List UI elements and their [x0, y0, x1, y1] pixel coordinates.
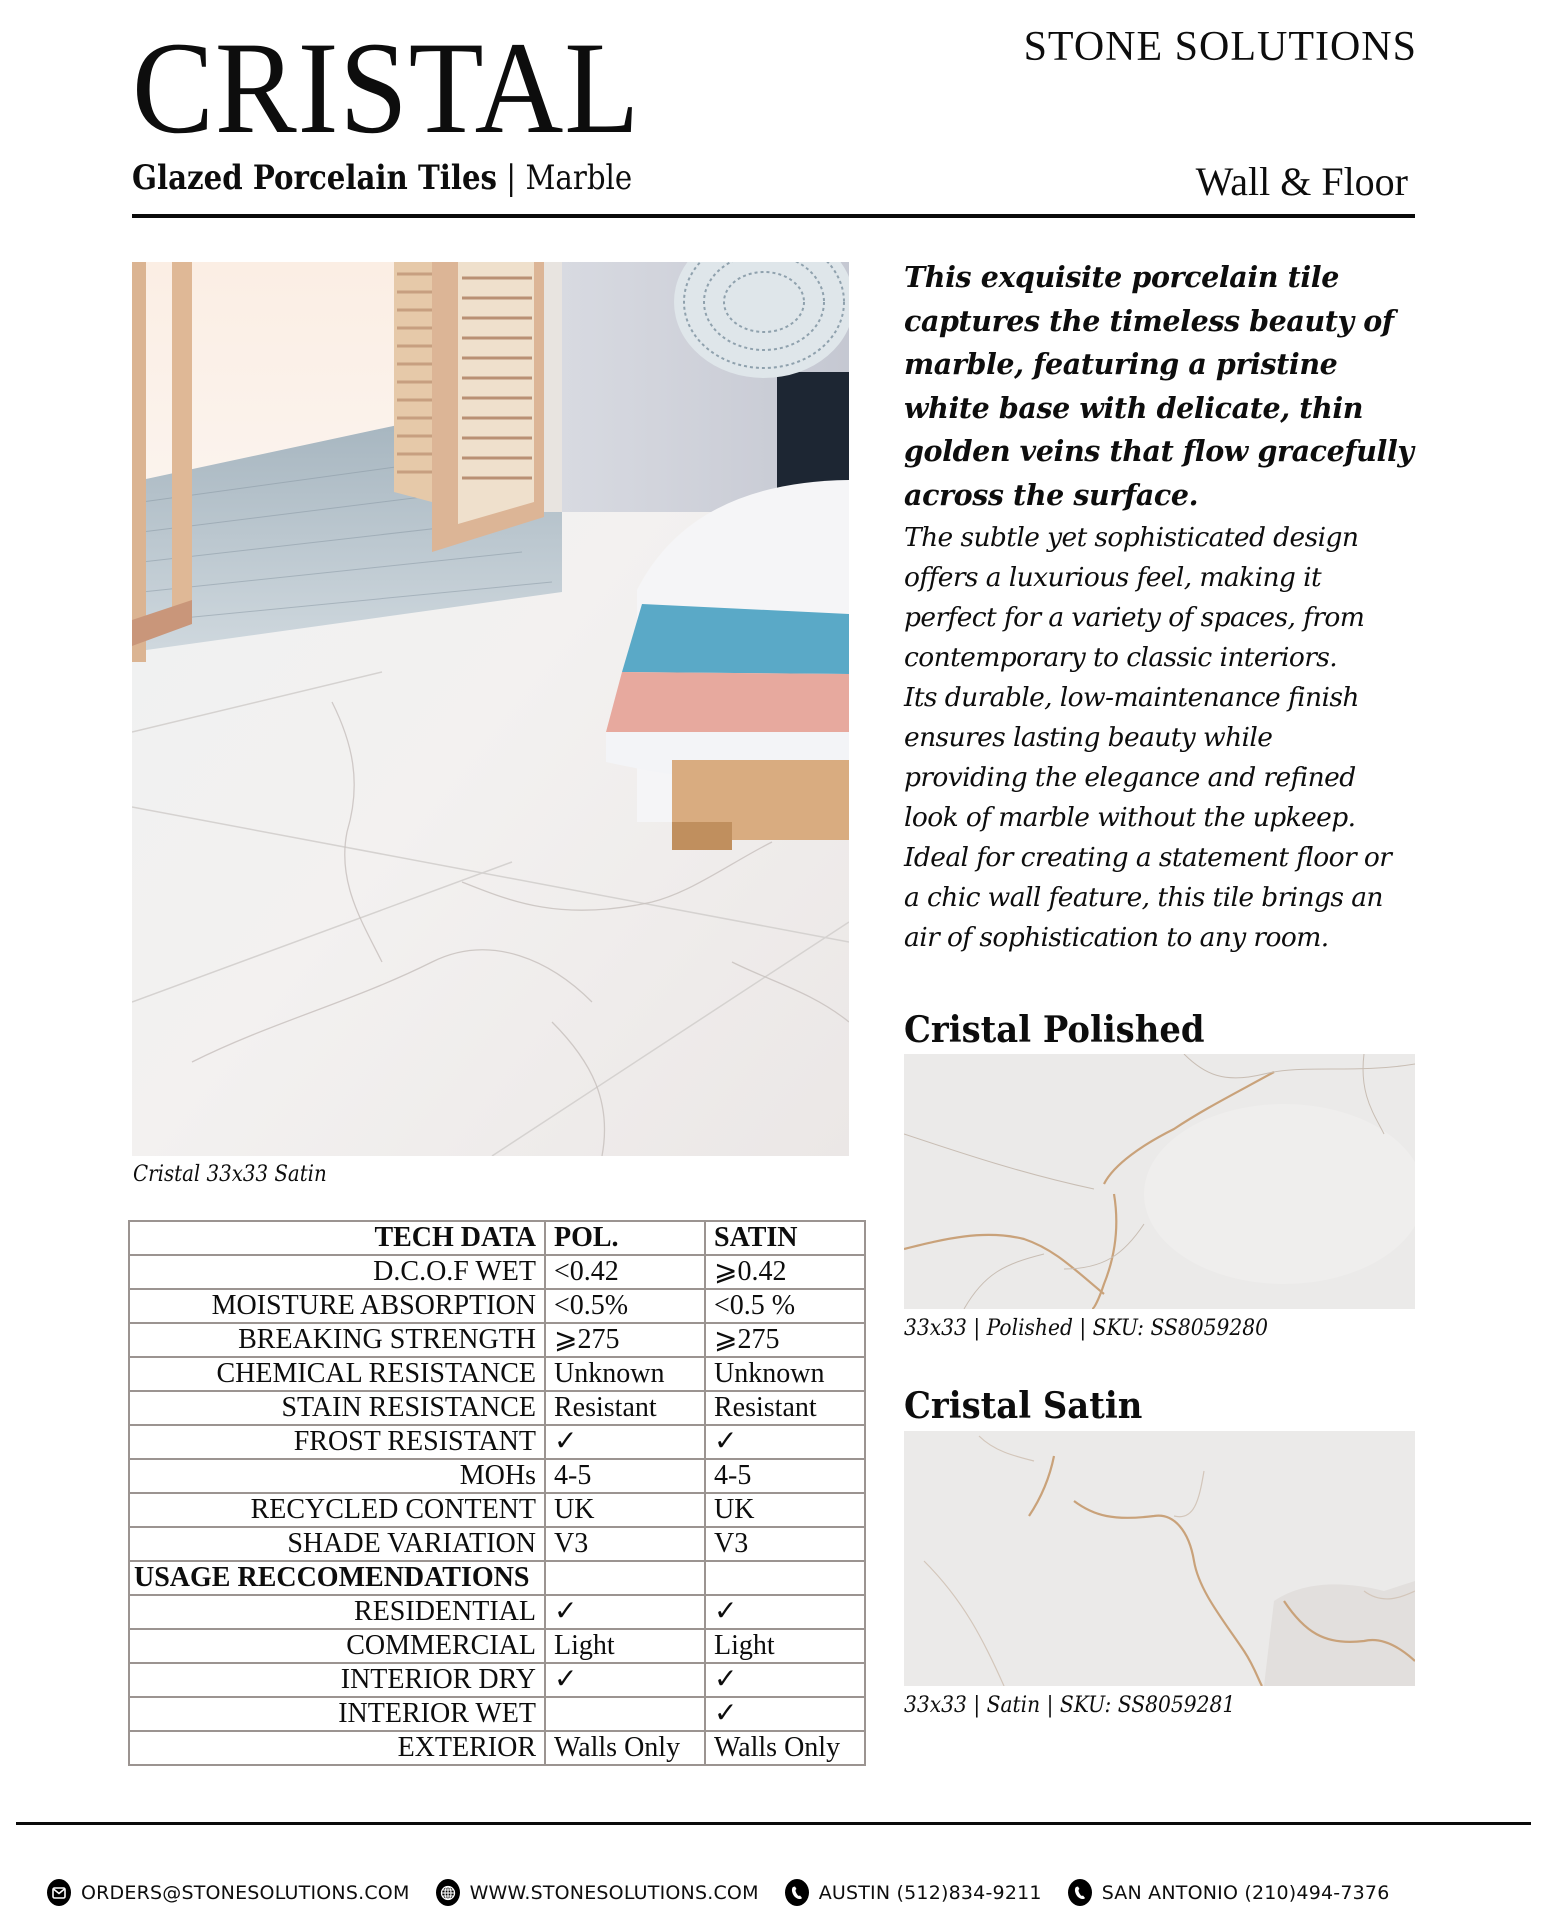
check-icon: ✓	[705, 1595, 865, 1629]
globe-icon	[436, 1879, 460, 1906]
spec-value-satin: Unknown	[705, 1357, 865, 1391]
footer-phone-austin[interactable]	[785, 1879, 1042, 1906]
spec-value-polished: UK	[545, 1493, 705, 1527]
spec-label: STAIN RESISTANCE	[129, 1391, 545, 1425]
usage-value-polished: Light	[545, 1629, 705, 1663]
variant-caption-satin: 33x33 | Satin | SKU: SS8059281	[904, 1693, 1236, 1718]
usage-label: COMMERCIAL	[129, 1629, 545, 1663]
description-line: perfect for a variety of spaces, from	[904, 601, 1365, 633]
spec-value-satin: 4-5	[705, 1459, 865, 1493]
table-row	[129, 1425, 865, 1459]
subtitle-separator: |	[497, 158, 526, 198]
spec-label: D.C.O.F WET	[129, 1255, 545, 1289]
footer-email[interactable]	[47, 1879, 410, 1906]
spec-label: RECYCLED CONTENT	[129, 1493, 545, 1527]
product-look: Marble	[525, 158, 633, 198]
phone-icon	[785, 1879, 809, 1906]
tech-data-table	[128, 1220, 866, 1766]
spec-label: CHEMICAL RESISTANCE	[129, 1357, 545, 1391]
spec-label: BREAKING STRENGTH	[129, 1323, 545, 1357]
spec-value-satin: ⩾0.42	[705, 1255, 865, 1289]
company-name: STONE SOLUTIONS	[1023, 24, 1417, 70]
description-line: Its durable, low-maintenance finish	[904, 681, 1359, 713]
check-icon: ✓	[545, 1595, 705, 1629]
spec-value-satin: Resistant	[705, 1391, 865, 1425]
check-icon: ✓	[705, 1425, 865, 1459]
spec-value-polished: <0.42	[545, 1255, 705, 1289]
spec-label: FROST RESISTANT	[129, 1425, 545, 1459]
product-type: Glazed Porcelain Tiles	[132, 158, 498, 198]
table-row	[129, 1697, 865, 1731]
table-row	[129, 1289, 865, 1323]
spec-value-satin: <0.5 %	[705, 1289, 865, 1323]
description-line: look of marble without the upkeep.	[904, 801, 1356, 833]
description-line: offers a luxurious feel, making it	[904, 561, 1322, 593]
variant-title-polished: Cristal Polished	[904, 1009, 1205, 1051]
spec-value-polished: Unknown	[545, 1357, 705, 1391]
table-row	[129, 1493, 865, 1527]
description-body	[904, 518, 1424, 958]
table-row	[129, 1357, 865, 1391]
description-line: providing the elegance and refined	[904, 761, 1356, 793]
usage-label: INTERIOR WET	[129, 1697, 545, 1731]
san-antonio-phone[interactable]: SAN ANTONIO (210)494-7376	[1101, 1881, 1390, 1904]
spec-value-polished: 4-5	[545, 1459, 705, 1493]
description-line: The subtle yet sophisticated design	[904, 521, 1359, 553]
check-icon: ✓	[705, 1663, 865, 1697]
description-line: Ideal for creating a statement floor or	[904, 841, 1392, 873]
product-title: CRISTAL	[132, 14, 641, 161]
spec-value-polished: ⩾275	[545, 1323, 705, 1357]
product-description	[904, 256, 1424, 958]
table-row	[129, 1731, 865, 1765]
table-row	[129, 1663, 865, 1697]
spec-value-satin: ⩾275	[705, 1323, 865, 1357]
description-line: contemporary to classic interiors.	[904, 641, 1338, 673]
footer-phone-san-antonio[interactable]	[1068, 1879, 1390, 1906]
hero-caption: Cristal 33x33 Satin	[133, 1162, 327, 1187]
austin-phone[interactable]: AUSTIN (512)834-9211	[818, 1881, 1042, 1904]
empty-cell	[705, 1561, 865, 1595]
product-subtitle	[132, 160, 632, 197]
header-divider	[132, 214, 1415, 218]
usage-label: EXTERIOR	[129, 1731, 545, 1765]
table-row	[129, 1629, 865, 1663]
table-row	[129, 1595, 865, 1629]
website-link[interactable]: WWW.STONESOLUTIONS.COM	[469, 1881, 759, 1904]
table-row	[129, 1527, 865, 1561]
spec-label: SHADE VARIATION	[129, 1527, 545, 1561]
spec-label: MOISTURE ABSORPTION	[129, 1289, 545, 1323]
spec-value-satin: V3	[705, 1527, 865, 1561]
usage-label: RESIDENTIAL	[129, 1595, 545, 1629]
header-satin: SATIN	[705, 1221, 865, 1255]
description-line: a chic wall feature, this tile brings an	[904, 881, 1383, 913]
room-scene-photo	[132, 262, 849, 1156]
table-row	[129, 1323, 865, 1357]
spec-value-polished: <0.5%	[545, 1289, 705, 1323]
mail-icon	[47, 1879, 71, 1906]
usage-value-polished: Walls Only	[545, 1731, 705, 1765]
footer-website[interactable]	[436, 1879, 759, 1906]
header-tech-data: TECH DATA	[129, 1221, 545, 1255]
spec-value-polished: V3	[545, 1527, 705, 1561]
description-line: ensures lasting beauty while	[904, 721, 1273, 753]
usage-label: INTERIOR DRY	[129, 1663, 545, 1697]
table-row	[129, 1391, 865, 1425]
table-header-row	[129, 1221, 865, 1255]
usage-value-satin: Walls Only	[705, 1731, 865, 1765]
variant-caption-polished: 33x33 | Polished | SKU: SS8059280	[904, 1316, 1268, 1341]
header-polished: POL.	[545, 1221, 705, 1255]
polished-swatch-image	[904, 1054, 1415, 1309]
check-icon: ✓	[545, 1663, 705, 1697]
spec-value-satin: UK	[705, 1493, 865, 1527]
usage-section-row	[129, 1561, 865, 1595]
spec-label: MOHs	[129, 1459, 545, 1493]
usage-value-satin: Light	[705, 1629, 865, 1663]
description-line: air of sophistication to any room.	[904, 921, 1329, 953]
description-lead: This exquisite porcelain tile captures the timeless beauty of marble, featuring a pristine white base with delicate, thin golden veins that flow gracefully across the surface.	[904, 260, 1414, 512]
table-row	[129, 1255, 865, 1289]
spec-value-polished: Resistant	[545, 1391, 705, 1425]
table-row	[129, 1459, 865, 1493]
satin-swatch-image	[904, 1431, 1415, 1686]
check-icon: ✓	[705, 1697, 865, 1731]
check-icon: ✓	[545, 1425, 705, 1459]
email-link[interactable]: ORDERS@STONESOLUTIONS.COM	[81, 1881, 410, 1904]
footer-divider	[16, 1822, 1531, 1825]
usage-section-title: USAGE RECCOMENDATIONS	[129, 1561, 545, 1595]
phone-icon	[1068, 1879, 1092, 1906]
application-label: Wall & Floor	[1195, 159, 1408, 204]
variant-title-satin: Cristal Satin	[904, 1385, 1143, 1427]
empty-cell	[545, 1561, 705, 1595]
usage-value-polished	[545, 1697, 705, 1731]
contact-footer	[47, 1879, 1416, 1906]
